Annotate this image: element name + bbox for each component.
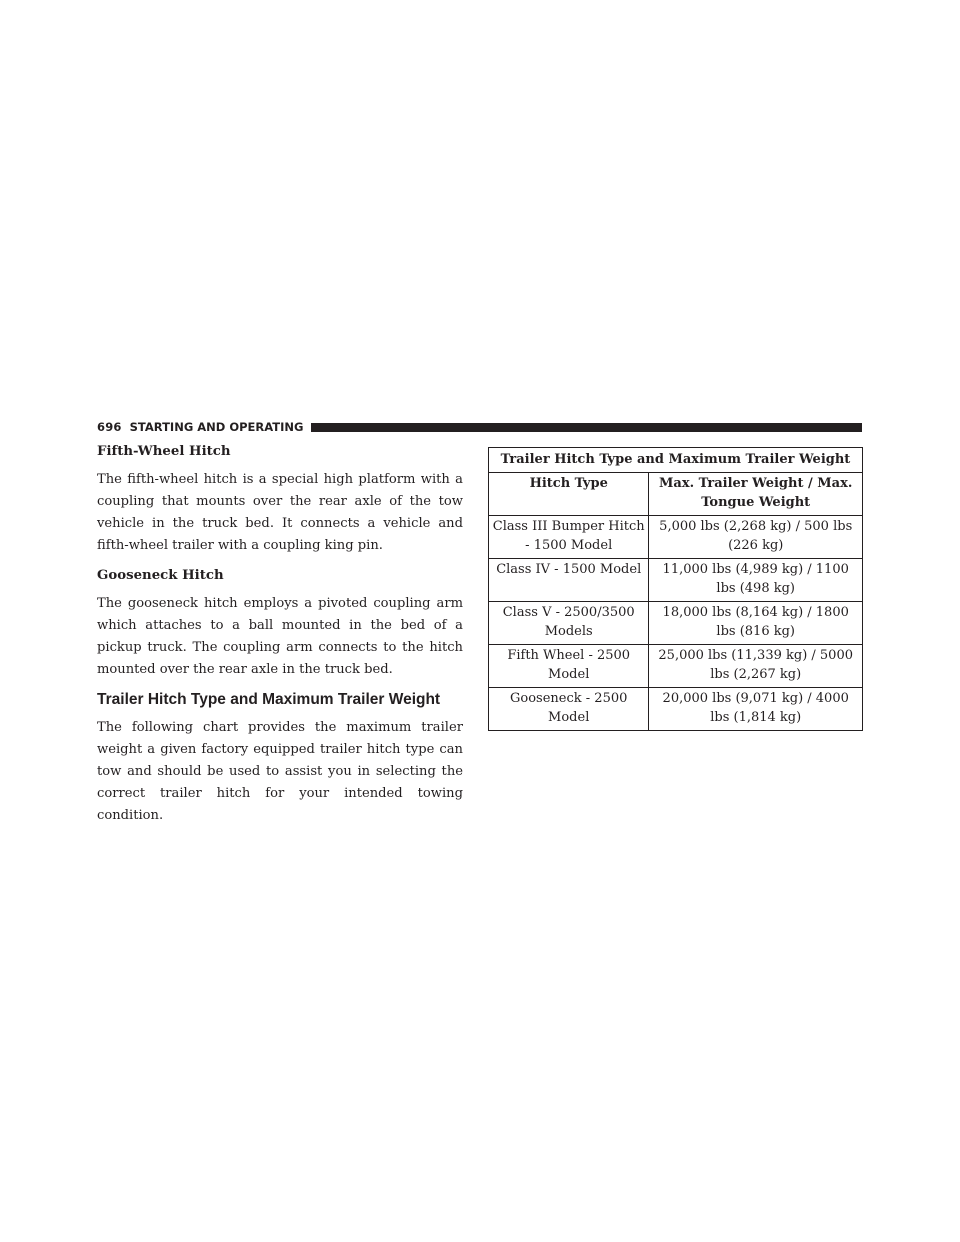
gooseneck-text: The gooseneck hitch employs a pivoted coupling arm which attaches to a ball mounted in the bed of a pickup truck. The coupling arm connects to the hitch mounted over the rear axle in the truck bed.	[97, 596, 463, 677]
table-cell: 25,000 lbs (11,339 kg) / 5000 lbs (2,267 kg)	[649, 645, 863, 688]
table-title-row	[489, 448, 863, 473]
gooseneck-heading: Gooseneck Hitch	[97, 568, 224, 583]
table-row	[489, 645, 863, 688]
table-row	[489, 602, 863, 645]
table-cell: Fifth Wheel - 2500 Model	[489, 645, 649, 688]
table-cell: Class IV - 1500 Model	[489, 559, 649, 602]
hitch-weight-table	[488, 447, 863, 731]
table-cell: Class V - 2500/3500 Models	[489, 602, 649, 645]
hitch-weight-table-container	[488, 447, 863, 731]
section-title: STARTING AND OPERATING	[129, 420, 304, 434]
fifth-wheel-text: The fifth-wheel hitch is a special high platform with a coupling that mounts over the rear axle of the tow vehicle in the truck bed. It connects a vehicle and fifth-wheel trailer with a coupling king pin.	[97, 472, 463, 553]
table-cell: 18,000 lbs (8,164 kg) / 1800 lbs (816 kg)	[649, 602, 863, 645]
table-row	[489, 516, 863, 559]
page-header	[97, 420, 862, 434]
column-header-hitch-type: Hitch Type	[489, 473, 649, 516]
fifth-wheel-heading: Fifth-Wheel Hitch	[97, 444, 231, 459]
left-column	[97, 441, 463, 835]
header-rule	[311, 423, 862, 432]
page-number: 696	[97, 420, 122, 434]
table-cell: 11,000 lbs (4,989 kg) / 1100 lbs (498 kg)	[649, 559, 863, 602]
trailer-weight-heading: Trailer Hitch Type and Maximum Trailer Weight	[97, 691, 441, 708]
table-row	[489, 688, 863, 731]
table-cell: 5,000 lbs (2,268 kg) / 500 lbs (226 kg)	[649, 516, 863, 559]
table-cell: Class III Bumper Hitch - 1500 Model	[489, 516, 649, 559]
trailer-weight-text: The following chart provides the maximum trailer weight a given factory equipped trailer hitch type can tow and should be used to assist you in selecting the correct trailer hitch for your intended towing condition.	[97, 720, 463, 823]
column-header-max-weight: Max. Trailer Weight / Max. Tongue Weight	[649, 473, 863, 516]
table-header-row	[489, 473, 863, 516]
table-title: Trailer Hitch Type and Maximum Trailer Weight	[489, 448, 863, 473]
table-row	[489, 559, 863, 602]
table-cell: Gooseneck - 2500 Model	[489, 688, 649, 731]
table-cell: 20,000 lbs (9,071 kg) / 4000 lbs (1,814 kg)	[649, 688, 863, 731]
